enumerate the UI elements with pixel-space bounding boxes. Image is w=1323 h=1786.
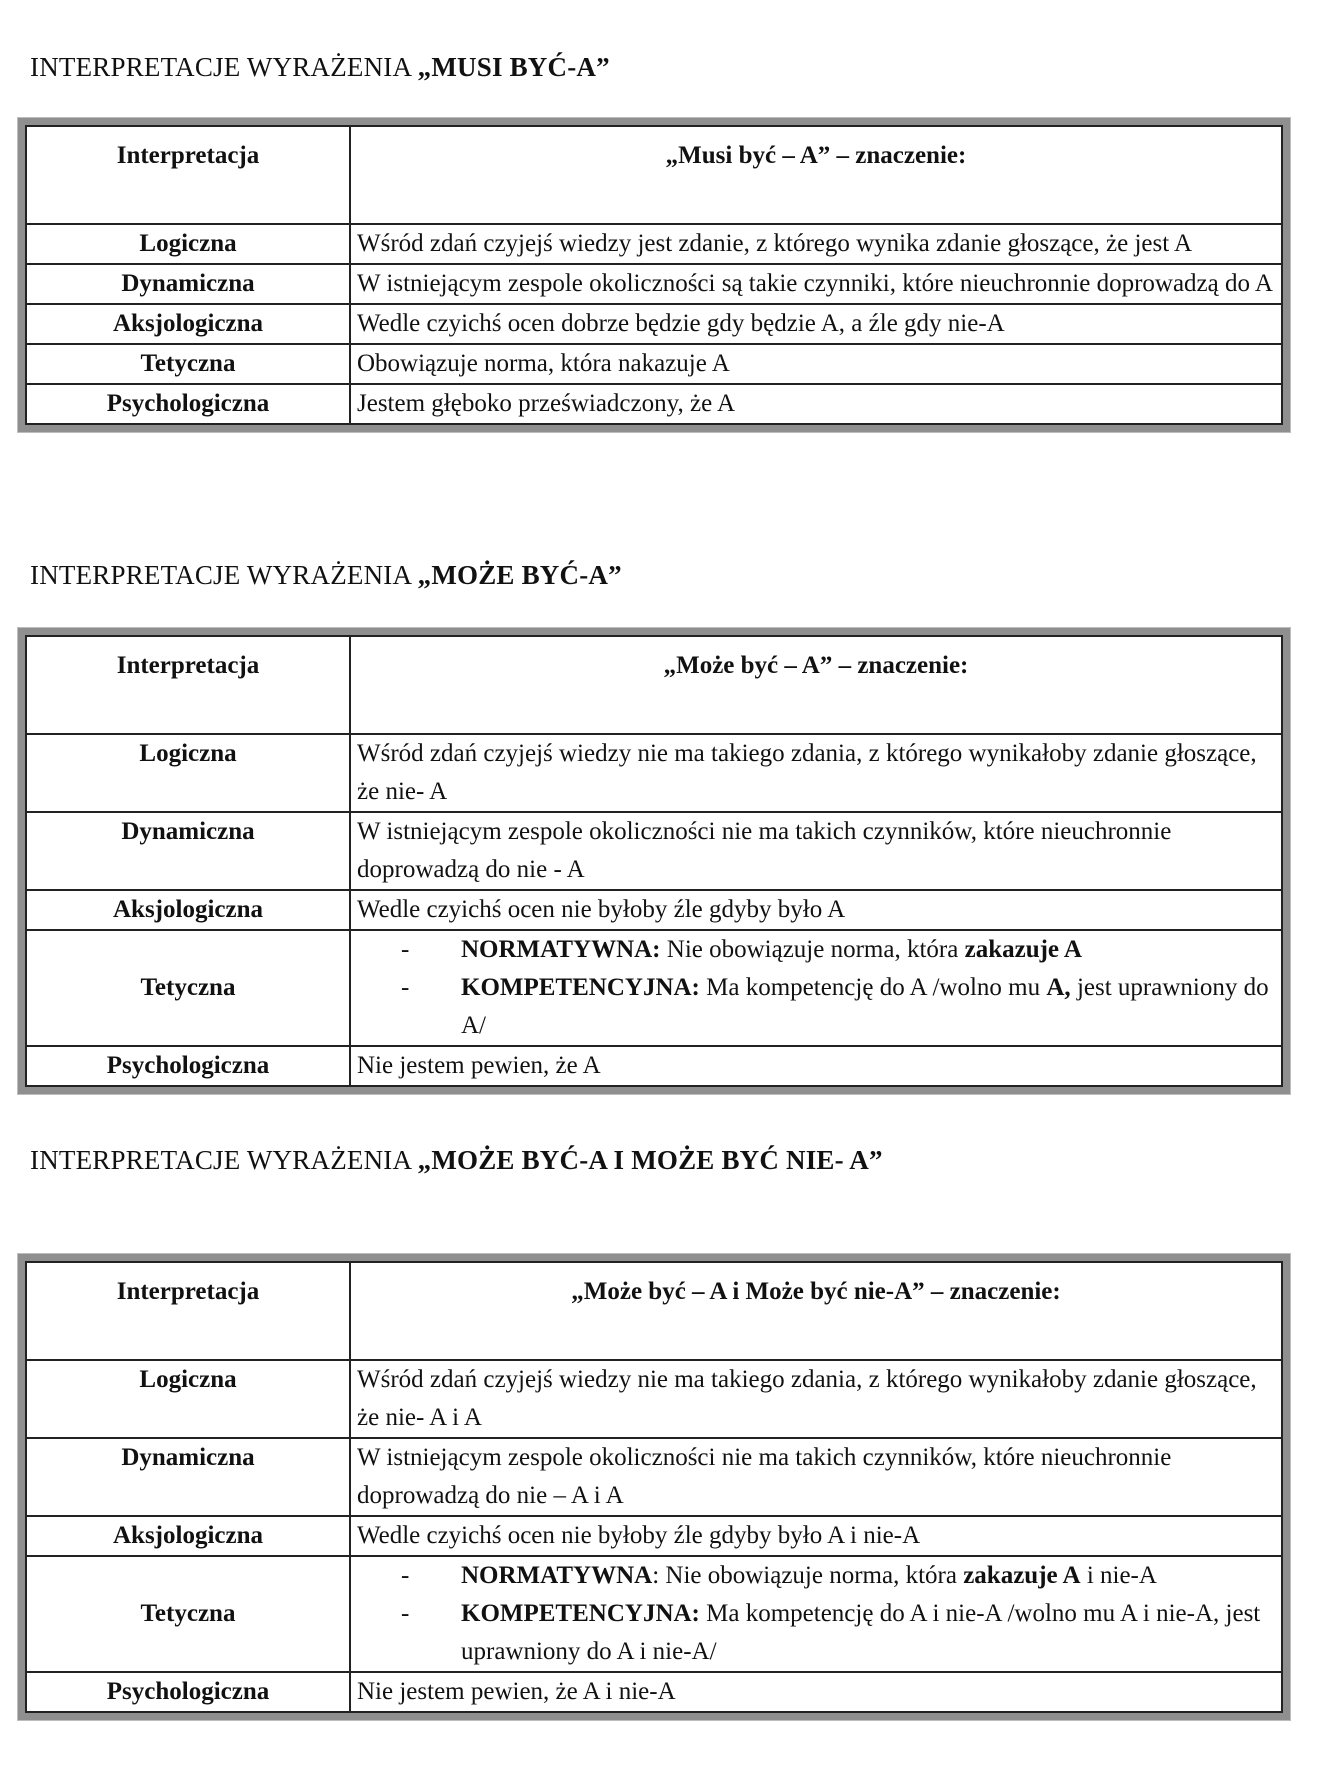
row-label: Aksjologiczna [26, 1516, 350, 1556]
table-row [26, 1360, 1282, 1438]
table-header-row [26, 1262, 1282, 1360]
table-row [26, 1556, 1282, 1672]
table-row [26, 344, 1282, 384]
row-text: W istniejącym zespole okoliczności nie ma takich czynników, które nieuchronnie doprowadzą do nie – A i A [350, 1438, 1282, 1516]
table-row [26, 1672, 1282, 1712]
row-label: Dynamiczna [26, 812, 350, 890]
row-text: Wedle czyichś ocen dobrze będzie gdy będzie A, a źle gdy nie-A [350, 304, 1282, 344]
table-row [26, 264, 1282, 304]
row-label: Logiczna [26, 1360, 350, 1438]
row-text: Wśród zdań czyjejś wiedzy nie ma takiego zdania, z którego wynikałoby zdanie głoszące, że nie- A i A [350, 1360, 1282, 1438]
column-header-interpretacja: Interpretacja [26, 1262, 350, 1360]
row-label: Dynamiczna [26, 1438, 350, 1516]
row-text: W istniejącym zespole okoliczności są takie czynniki, które nieuchronnie doprowadzą do A [350, 264, 1282, 304]
section-heading-1: INTERPRETACJE WYRAŻENIA „MUSI BYĆ-A” [30, 52, 610, 82]
bullet-kompetencyjna: - KOMPETENCYJNA: Ma kompetencję do A /wolno mu A, jest uprawniony do A/ [401, 969, 1275, 1045]
bullet-kompetencyjna: - KOMPETENCYJNA: Ma kompetencję do A i nie-A /wolno mu A i nie-A, jest uprawniony do A i nie-A/ [401, 1595, 1275, 1671]
row-label: Tetyczna [26, 344, 350, 384]
table-moze-byc-a [18, 628, 1290, 1094]
row-label: Psychologiczna [26, 1046, 350, 1086]
table-row [26, 304, 1282, 344]
row-text: Wedle czyichś ocen nie byłoby źle gdyby było A i nie-A [350, 1516, 1282, 1556]
row-label: Tetyczna [26, 1556, 350, 1672]
table-row [26, 224, 1282, 264]
column-header-interpretacja: Interpretacja [26, 126, 350, 224]
table-row [26, 812, 1282, 890]
column-header-znaczenie: „Może być – A” – znaczenie: [350, 636, 1282, 734]
table-row [26, 1438, 1282, 1516]
row-text: Jestem głęboko przeświadczony, że A [350, 384, 1282, 424]
table-row [26, 930, 1282, 1046]
row-label: Aksjologiczna [26, 890, 350, 930]
row-bullets [350, 930, 1282, 1046]
bullet-normatywna: - NORMATYWNA: Nie obowiązuje norma, która zakazuje A [401, 931, 1275, 969]
row-label: Psychologiczna [26, 384, 350, 424]
table-musi-byc-a [18, 118, 1290, 432]
row-label: Logiczna [26, 224, 350, 264]
table-row [26, 384, 1282, 424]
column-header-znaczenie: „Może być – A i Może być nie-A” – znaczenie: [350, 1262, 1282, 1360]
table-header-row [26, 126, 1282, 224]
table-row [26, 1516, 1282, 1556]
table-header-row [26, 636, 1282, 734]
column-header-interpretacja: Interpretacja [26, 636, 350, 734]
row-text: Wśród zdań czyjejś wiedzy jest zdanie, z którego wynika zdanie głoszące, że jest A [350, 224, 1282, 264]
bullet-normatywna: - NORMATYWNA: Nie obowiązuje norma, która zakazuje A i nie-A [401, 1557, 1275, 1595]
row-label: Tetyczna [26, 930, 350, 1046]
row-text: Nie jestem pewien, że A i nie-A [350, 1672, 1282, 1712]
table-moze-byc-a-i-nie-a [18, 1254, 1290, 1720]
row-text: Wśród zdań czyjejś wiedzy nie ma takiego zdania, z którego wynikałoby zdanie głoszące, że nie- A [350, 734, 1282, 812]
section-heading-3: INTERPRETACJE WYRAŻENIA „MOŻE BYĆ-A I MOŻE BYĆ NIE- A” [30, 1145, 883, 1175]
row-text: Obowiązuje norma, która nakazuje A [350, 344, 1282, 384]
section-heading-2: INTERPRETACJE WYRAŻENIA „MOŻE BYĆ-A” [30, 560, 622, 590]
row-text: Nie jestem pewien, że A [350, 1046, 1282, 1086]
row-text: W istniejącym zespole okoliczności nie ma takich czynników, które nieuchronnie doprowadzą do nie - A [350, 812, 1282, 890]
column-header-znaczenie: „Musi być – A” – znaczenie: [350, 126, 1282, 224]
row-label: Logiczna [26, 734, 350, 812]
row-bullets [350, 1556, 1282, 1672]
row-text: Wedle czyichś ocen nie byłoby źle gdyby było A [350, 890, 1282, 930]
row-label: Aksjologiczna [26, 304, 350, 344]
table-row [26, 1046, 1282, 1086]
row-label: Dynamiczna [26, 264, 350, 304]
table-row [26, 890, 1282, 930]
table-row [26, 734, 1282, 812]
row-label: Psychologiczna [26, 1672, 350, 1712]
